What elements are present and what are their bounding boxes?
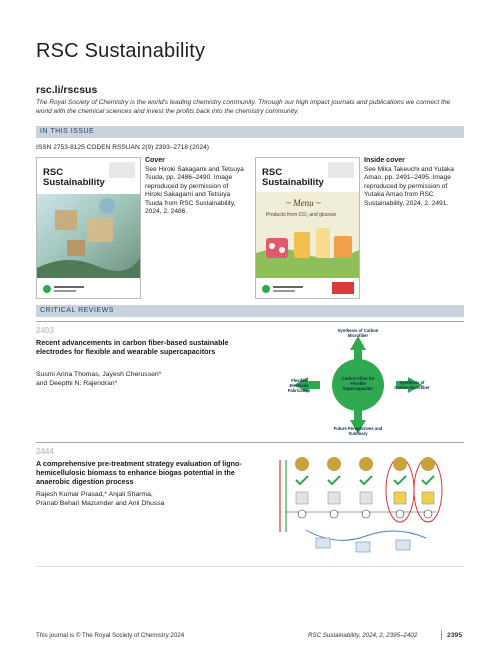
- article-title[interactable]: A comprehensive pre-treatment strategy evaluation of ligno-hemicellulosic biomass to enhance biogas potential in the anaerobic digestion process: [36, 459, 242, 486]
- diagram-bottom-label: Future Perspectives and Summary: [333, 426, 383, 436]
- article-page-number: 2444: [36, 447, 54, 456]
- article-authors-line2: Pranab Behari Mazumder and Anil Dhussa: [36, 500, 165, 507]
- cover-label: Cover: [145, 157, 165, 164]
- divider: [36, 321, 464, 322]
- article-graphic-biogas: [276, 452, 446, 560]
- inside-cover-image: [255, 157, 360, 299]
- inside-cover-journal-name: RSC Sustainability: [262, 167, 324, 188]
- article-authors-line1: Rajesh Kumar Prasad,* Anjali Sharma,: [36, 491, 153, 498]
- inside-cover-label: Inside cover: [364, 157, 405, 164]
- journal-title: RSC Sustainability: [36, 40, 206, 62]
- footer-page-number: 2395: [447, 632, 463, 639]
- tagline: The Royal Society of Chemistry is the world's leading chemistry community. Through our high impact journals and publications we connect the world with the chemical sciences and invest the profits back into the chemistry community.: [36, 99, 451, 115]
- article-authors-line1: Susmi Anna Thomas, Jayesh Cherusseri*: [36, 371, 162, 378]
- diagram-left-label: Flexible Electrode Fabrication: [287, 378, 311, 393]
- article-page-number: 2403: [36, 326, 54, 335]
- diagram-right-label: Synthesis of Carbon Nanofiber: [394, 380, 430, 390]
- footer-copyright: This journal is © The Royal Society of Chemistry 2024: [36, 632, 185, 639]
- critical-reviews-bar: [36, 305, 464, 317]
- in-this-issue-bar: [36, 126, 464, 138]
- diagram-top-label: Synthesis of Carbon Microfiber: [337, 328, 379, 338]
- journal-url[interactable]: rsc.li/rscsus: [36, 84, 98, 96]
- article-authors-line2: and Deepthi N. Rajendran*: [36, 380, 118, 387]
- article-graphic-carbon-fiber: [288, 330, 428, 440]
- cover-journal-name: RSC Sustainability: [43, 167, 105, 188]
- divider: [36, 566, 464, 567]
- inside-cover-menu-banner: ~ Menu ~: [286, 198, 321, 208]
- footer-citation: RSC Sustainability, 2024, 2, 2395–2402: [308, 632, 418, 639]
- inside-cover-description: See Mika Takeuchi and Yutaka Amao, pp. 2491–2495. Image reproduced by permission of Yutaka Amao from RSC Sustainability, 2024, 2, 2491.: [364, 166, 454, 207]
- in-this-issue-label: IN THIS ISSUE: [40, 127, 95, 135]
- cover-image: [36, 157, 141, 299]
- issn-line: ISSN 2753-8125 CODEN RSSUAN 2(9) 2393–2718 (2024): [36, 144, 209, 151]
- footer-separator: [441, 630, 442, 640]
- article-title[interactable]: Recent advancements in carbon fiber-based sustainable electrodes for flexible and wearable supercapacitors: [36, 338, 229, 356]
- critical-reviews-label: CRITICAL REVIEWS: [40, 306, 114, 314]
- diagram-center-label: Carbon Fiber for Flexible Supercapacitor: [341, 376, 375, 391]
- inside-cover-subtitle: Products from CO₂ and glucose: [266, 212, 337, 218]
- cover-description: See Hiroki Sakagami and Tetsuya Tsuda, pp. 2486–2490. Image reproduced by permission of Hiroki Sakagami and Tetsuya Tsuda from RSC Sustainability, 2024, 2, 2486.: [145, 166, 244, 216]
- divider: [36, 442, 464, 443]
